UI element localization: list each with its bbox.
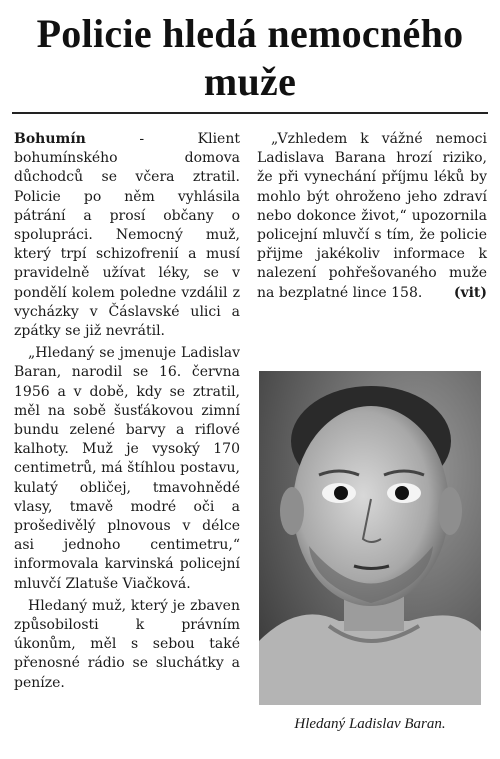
missing-person-photo [259,371,481,705]
article-paragraph-3: Hledaný muž, který je zbaven způsobilosti k právním úkonům, měl s sebou také přenosné rádio se sluchátky a peníze. [14,597,240,691]
article-right-column [257,130,487,306]
article-headline: Policie hledá nemocného muže [36,11,464,104]
photo-caption: Hledaný Ladislav Baran. [294,716,446,732]
headline-divider [12,112,488,114]
dateline-place: Bohumín [14,131,86,147]
author-byline: (vit) [453,284,487,301]
paragraph-4-text: „Vzhledem k vážné nemoci Ladislava Barana hrozí riziko, že při vynechání příjmu léků by mohlo být ohroženo jeho zdraví nebo dokonce život,“ upozornila policejní mluvčí s tím, že policie přijme jakékoliv informace k nalezení pohřešovaného muže na bezplatné lince 158. [257,131,487,301]
article-paragraph-2: „Hledaný se jmenuje Ladislav Baran, narodil se 16. června 1956 a v době, kdy se ztratil, měl na sobě šusťákovou zimní bundu zelené barvy a riflové kalhoty. Muž je vysoký 170 centimetrů, má štíhlou postavu, kulatý obličej, tmavohnědé vlasy, tmavě modré oči a prošedivělý plnovous v délce asi jednoho centimetru,“ informovala karvinská policejní mluvčí Zlatuše Viačková. [14,345,240,592]
article-paragraph-4 [257,130,487,303]
article-left-column [14,130,240,696]
article-paragraph-1 [14,130,240,341]
portrait-illustration [259,371,481,705]
paragraph-1-text: - Klient bohumínského domova důchodců se včera ztratil. Policie po něm vyhlásila pátrání a prosí občany o spolupráci. Nemocný muž, který trpí schizofrenií a musí pravidelně užívat léky, se v pondělí kolem poledne vzdálil z vycházky v Čáslavské ulici a zpátky se již nevrátil. [14,131,240,340]
